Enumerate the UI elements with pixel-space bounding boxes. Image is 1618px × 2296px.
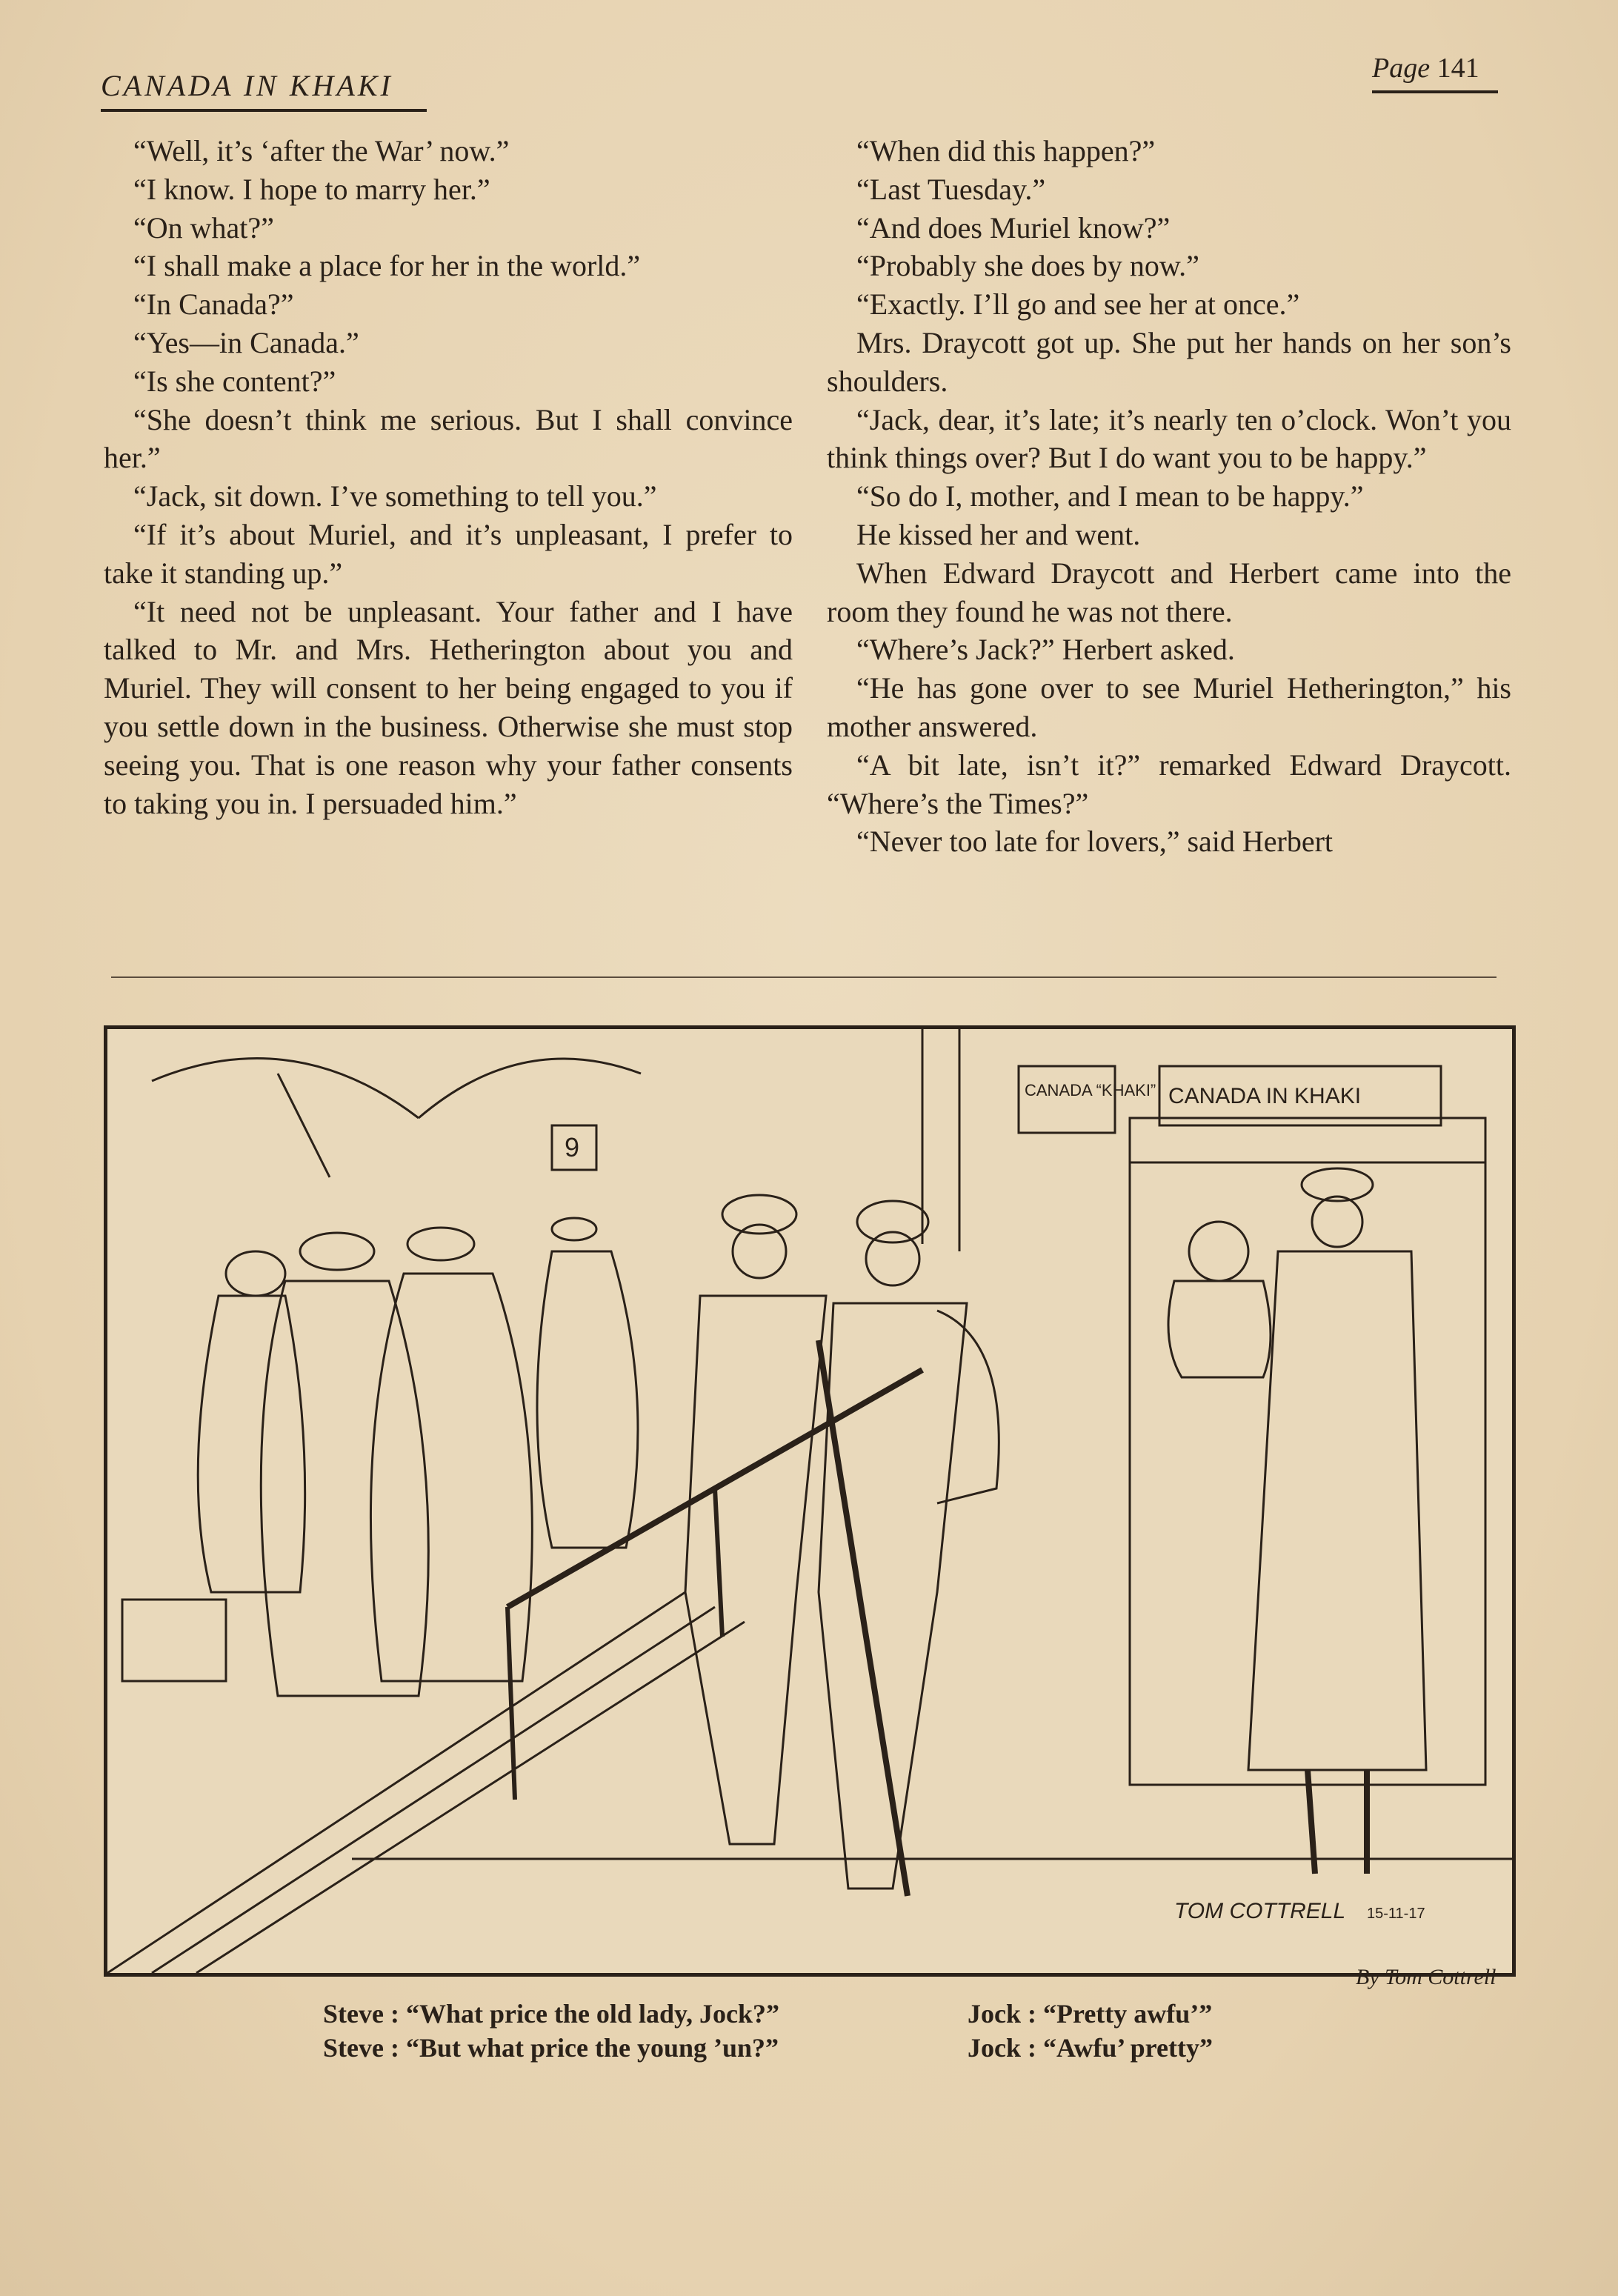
paragraph: “Probably she does by now.” — [856, 249, 1199, 283]
section-divider — [111, 976, 1497, 978]
paragraph: “Exactly. I’ll go and see her at once.” — [856, 287, 1300, 322]
paragraph: “When did this happen?” — [856, 134, 1156, 167]
running-head-page — [1372, 52, 1498, 93]
artist-signature: TOM COTTRELL — [1174, 1899, 1346, 1923]
paragraph: “It need not be unpleasant. Your father and I have talked to Mr. and Mrs. Hetherington about you and Muriel. They will consent to her being engaged to you if you settle down in the business. Otherwise she must stop seeing you. That is one reason why your father consents to taking you in. I persuaded him.” — [104, 594, 793, 820]
platform-number: 9 — [565, 1132, 580, 1162]
caption-line-1 — [323, 1997, 1338, 2031]
speaker-jock: Jock : — [968, 2033, 1036, 2063]
paragraph: He kissed her and went. — [856, 517, 1141, 551]
left-text-column — [104, 132, 793, 822]
running-head-title: CANADA IN KHAKI — [101, 68, 427, 112]
cartoon-illustration — [104, 1025, 1516, 1977]
paragraph: “Last Tuesday.” — [856, 172, 1046, 206]
paragraph: “Yes—in Canada.” — [133, 325, 359, 359]
quote-steve: “What price the old lady, Jock?” — [405, 1999, 779, 2029]
paragraph: “He has gone over to see Muriel Hetherington,” his mother answered. — [827, 671, 1511, 743]
quote-steve: “But what price the young ’un?” — [405, 2033, 779, 2063]
station-scene-drawing — [107, 1029, 1512, 1973]
paragraph: “Where’s Jack?” Herbert asked. — [856, 633, 1235, 667]
paragraph: “Jack, sit down. I’ve something to tell you.” — [133, 479, 657, 513]
cartoon-caption — [323, 1997, 1338, 2065]
page-word: Page — [1372, 53, 1431, 84]
quote-jock: “Awfu’ pretty” — [1043, 2033, 1213, 2063]
speaker-steve: Steve : — [323, 1999, 399, 2029]
right-text-column — [827, 132, 1511, 861]
paragraph: When Edward Draycott and Herbert came into the room they found he was not there. — [827, 556, 1511, 628]
paragraph: “I know. I hope to marry her.” — [133, 172, 490, 206]
paragraph: “Well, it’s ‘after the War’ now.” — [133, 134, 510, 167]
paragraph: “I shall make a place for her in the world.” — [133, 249, 641, 283]
paragraph: “If it’s about Muriel, and it’s unpleasant, I prefer to take it standing up.” — [104, 517, 793, 590]
paragraph: “And does Muriel know?” — [856, 210, 1171, 244]
illustration-credit: By Tom Cottrell — [1356, 1965, 1497, 1989]
paragraph: “Is she content?” — [133, 364, 336, 398]
paragraph: “In Canada?” — [133, 287, 294, 322]
paragraph: “Never too late for lovers,” said Herbert — [856, 825, 1334, 859]
sign-small-text: CANADA “KHAKI” — [1025, 1081, 1156, 1099]
paragraph: “Jack, dear, it’s late; it’s nearly ten o’clock. Won’t you think things over? But I do want you to be happy.” — [827, 402, 1511, 475]
speaker-steve: Steve : — [323, 2033, 399, 2063]
drawing-date: 15-11-17 — [1367, 1906, 1425, 1922]
quote-jock: “Pretty awfu’” — [1043, 1999, 1213, 2029]
speaker-jock: Jock : — [968, 1999, 1036, 2029]
paragraph: “On what?” — [133, 210, 274, 244]
paragraph: Mrs. Draycott got up. She put her hands on her son’s shoulders. — [827, 325, 1511, 398]
paragraph: “She doesn’t think me serious. But I shall convince her.” — [104, 402, 793, 475]
paragraph: “So do I, mother, and I mean to be happy.” — [856, 479, 1364, 513]
page-number: 141 — [1436, 53, 1479, 84]
paragraph: “A bit late, isn’t it?” remarked Edward Draycott. “Where’s the Times?” — [827, 748, 1511, 820]
caption-line-2 — [323, 2031, 1338, 2065]
sign-large-text: CANADA IN KHAKI — [1168, 1084, 1362, 1108]
